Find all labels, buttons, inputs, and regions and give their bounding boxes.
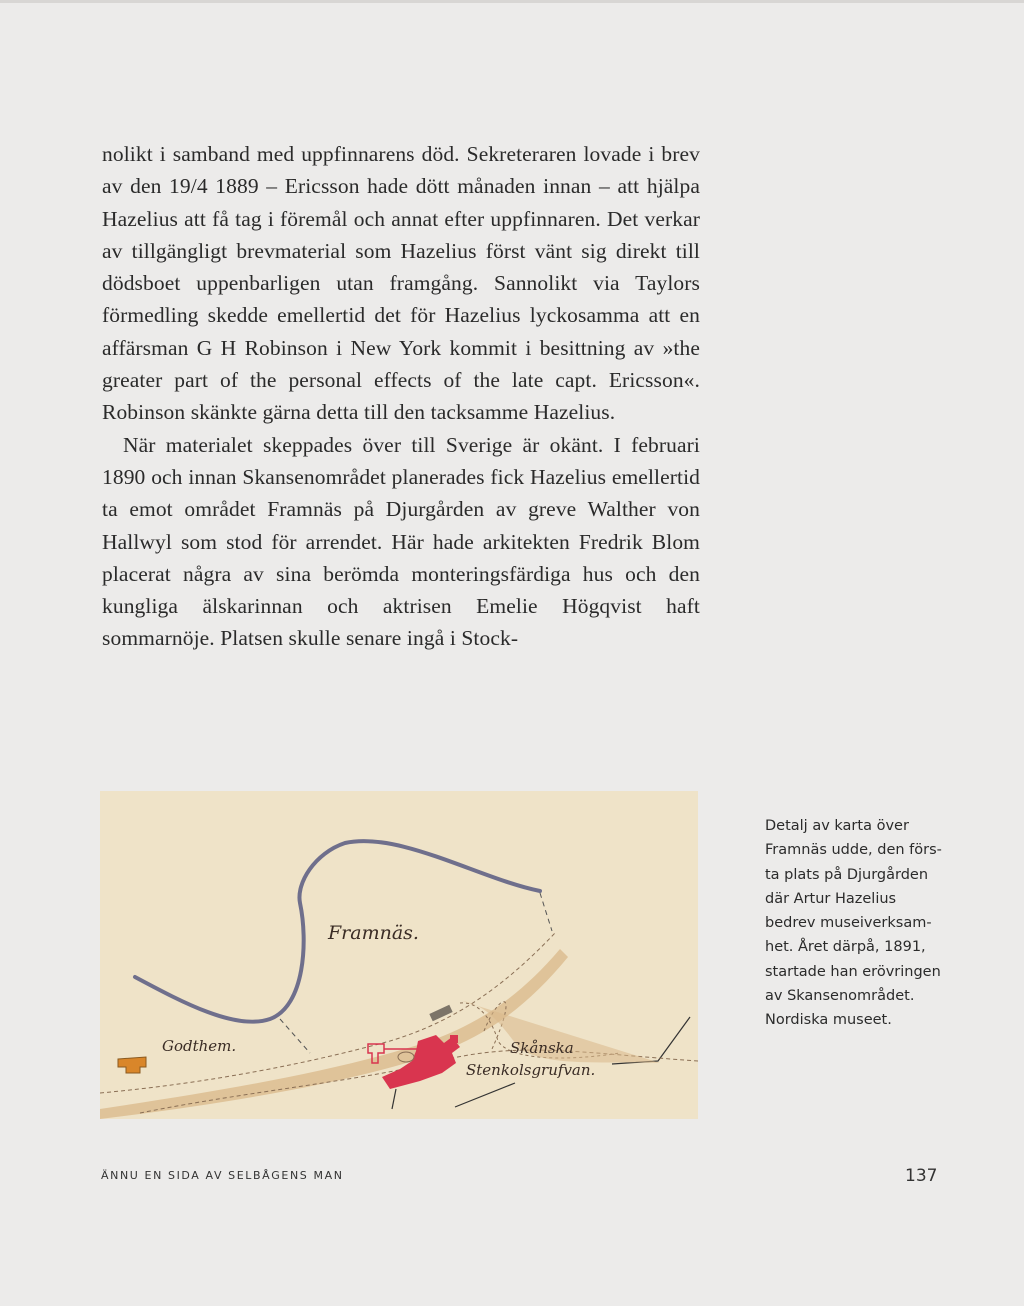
label-framnas: Framnäs. bbox=[328, 922, 419, 944]
caption-line: där Artur Hazelius bbox=[765, 890, 897, 907]
map-building-annex bbox=[450, 1035, 458, 1043]
paragraph-2: När materialet skeppades över till Sverige är okänt. I februari 1890 och innan Skansenområdet planerades fick Hazelius emellertid ta emot området Framnäs på Djurgården av greve Walther von Hallwyl som stod för arrendet. Här hade arkitekten Fredrik Blom placerat några av sina berömda monteringsfärdiga hus och den kungliga älskarinnan och aktrisen Emelie Högqvist haft sommarnöje. Platsen skulle senare ingå i Stock- bbox=[102, 432, 700, 651]
caption-line: Detalj av karta över bbox=[765, 818, 909, 834]
paragraph-1: nolikt i samband med uppfinnarens död. Sekreteraren lovade i brev av den 19/4 1889 – Ericsson hade dött månaden innan – att hjälpa Hazelius att få tag i föremål och annat efter uppfinnaren. Det verkar av tillgängligt brevmaterial som Hazelius först vänt sig direkt till dödsboet uppenbarligen utan framgång. Sannolikt via Taylors förmedling skedde emellertid det för Hazelius lyckosamma att en affärsman G H Robinson i New York kommit i besittning av »the greater part of the personal effects of the late capt. Ericsson«. Robinson skänkte gärna detta till den tacksamme Hazelius. bbox=[102, 142, 700, 425]
map-drawing bbox=[100, 791, 698, 1119]
figure-caption bbox=[765, 814, 965, 1033]
caption-line: het. Året därpå, 1891, bbox=[765, 939, 926, 956]
body-text bbox=[102, 138, 700, 655]
caption-line: ta plats på Djurgården bbox=[765, 866, 929, 883]
caption-line: Nordiska museet. bbox=[765, 1012, 892, 1029]
caption-line: Framnäs udde, den förs- bbox=[765, 842, 942, 859]
caption-line: bedrev museiverksam- bbox=[765, 915, 932, 932]
page-edge bbox=[0, 0, 1024, 3]
label-stenkolsgrufvan: Stenkolsgrufvan. bbox=[466, 1061, 596, 1079]
caption-line: av Skansenområdet. bbox=[765, 988, 915, 1005]
label-skanska: Skånska bbox=[510, 1039, 574, 1057]
map-figure bbox=[100, 791, 698, 1119]
label-godthem: Godthem. bbox=[162, 1037, 237, 1055]
caption-line: startade han erövringen bbox=[765, 963, 941, 980]
running-head: ÄNNU EN SIDA AV SELBÅGENS MAN bbox=[101, 1169, 344, 1182]
page-number: 137 bbox=[905, 1166, 938, 1186]
